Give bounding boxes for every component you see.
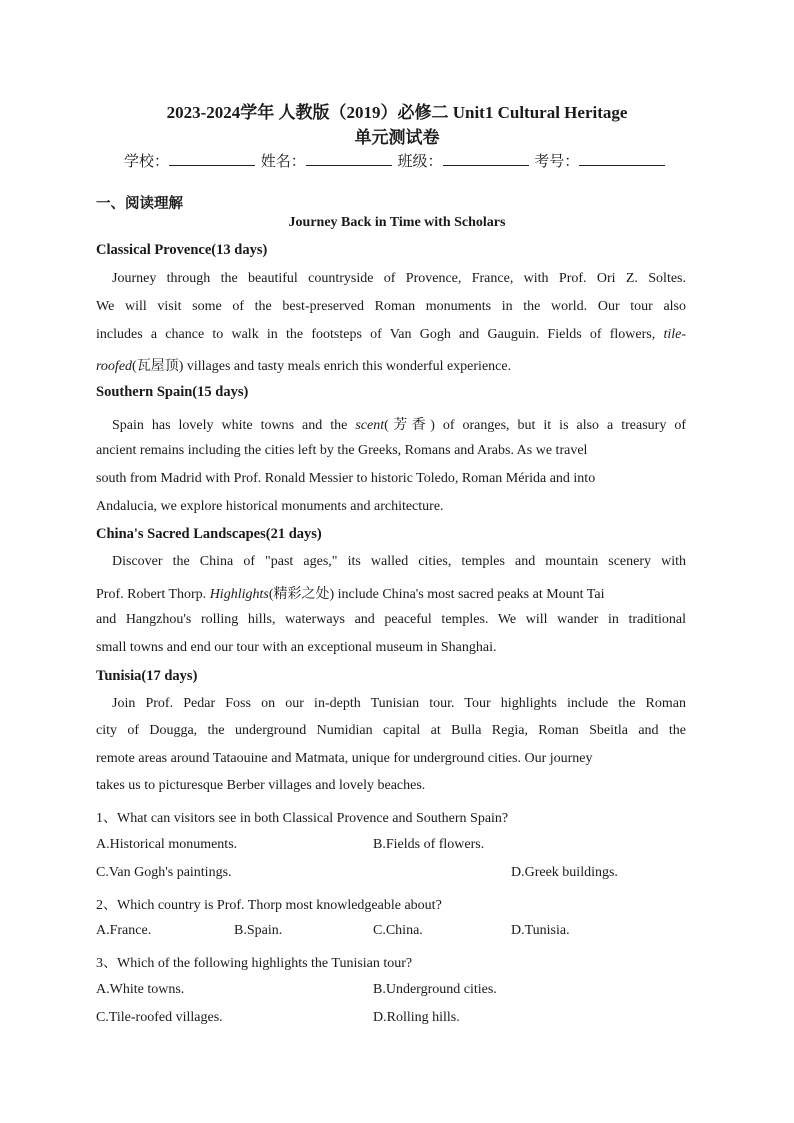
text-line [112,414,686,434]
text-line: Discover the China of "past ages," its walled cities, temples and mountain scenery with [112,554,686,569]
question-2-option-a[interactable]: A.France. [96,923,152,938]
text-line: small towns and end our tour with an exceptional museum in Shanghai. [96,640,497,655]
paragraph-heading-china: China's Sacred Landscapes(21 days) [96,526,322,542]
question-1-option-c[interactable]: C.Van Gogh's paintings. [96,865,232,880]
italic-word: Highlights [209,587,269,602]
text-segment: includes a chance to walk in the footsteps of Van Gogh and Gauguin. Fields of flowers, [96,327,656,342]
italic-word: roofed [96,359,133,374]
question-2-stem: 2、Which country is Prof. Thorp most knowledgeable about? [96,898,442,913]
paragraph-heading-tunisia: Tunisia(17 days) [96,668,198,684]
text-segment: (精彩之处) include China's most sacred peaks at Mount Tai [268,587,605,602]
number-label: 考号： [534,154,580,170]
question-3-option-b[interactable]: B.Underground cities. [373,982,497,997]
text-segment: Prof. Robert Thorp. [96,587,210,602]
question-3-option-c[interactable]: C.Tile-roofed villages. [96,1010,223,1025]
name-blank[interactable] [306,150,392,166]
paragraph-heading-spain: Southern Spain(15 days) [96,384,249,400]
text-segment: (芳香) of oranges, but it is also a treasury of [384,418,686,433]
question-1-stem: 1、What can visitors see in both Classical Provence and Southern Spain? [96,811,509,826]
class-blank[interactable] [443,150,529,166]
text-line: city of Dougga, the underground Numidian capital at Bulla Regia, Roman Sbeitla and the [96,723,686,738]
text-segment: Spain has lovely white towns and the [112,418,356,433]
question-1-option-a[interactable]: A.Historical monuments. [96,837,238,852]
text-line [96,327,686,343]
text-line: Join Prof. Pedar Foss on our in-depth Tunisian tour. Tour highlights include the Roman [112,696,686,711]
question-3-stem: 3、Which of the following highlights the Tunisian tour? [96,956,413,971]
question-3-option-d[interactable]: D.Rolling hills. [373,1010,460,1025]
school-blank[interactable] [169,150,255,166]
name-label: 姓名： [260,154,306,170]
text-line: and Hangzhou's rolling hills, waterways and peaceful temples. We will wander in traditional [96,612,686,627]
text-line: Journey through the beautiful countryside of Provence, France, with Prof. Ori Z. Soltes. [112,271,686,286]
passage-title: Journey Back in Time with Scholars [288,215,506,230]
question-2-option-d[interactable]: D.Tunisia. [511,923,570,938]
italic-word: tile- [663,327,687,342]
text-line: We will visit some of the best-preserved Roman monuments in the world. Our tour also [96,299,686,314]
exam-title-line2: 单元测试卷 [354,128,440,147]
question-2-option-b[interactable]: B.Spain. [234,923,283,938]
text-line: ancient remains including the cities left by the Greeks, Romans and Arabs. As we travel [96,443,588,458]
school-label: 学校： [124,154,170,170]
text-line [96,583,686,603]
text-line: remote areas around Tataouine and Matmata, unique for underground cities. Our journey [96,751,593,766]
question-1-option-d[interactable]: D.Greek buildings. [511,865,618,880]
number-blank[interactable] [579,150,665,166]
text-line: takes us to picturesque Berber villages and lovely beaches. [96,778,426,793]
italic-word: scent [355,418,385,433]
question-2-option-c[interactable]: C.China. [373,923,423,938]
text-segment: (瓦屋顶) villages and tasty meals enrich this wonderful experience. [132,359,512,374]
text-line: south from Madrid with Prof. Ronald Messier to historic Toledo, Roman Mérida and into [96,471,596,486]
class-label: 班级： [397,154,443,170]
question-3-option-a[interactable]: A.White towns. [96,982,185,997]
exam-title-line1: 2023-2024学年 人教版（2019）必修二 Unit1 Cultural Heritage [166,103,628,122]
paragraph-heading-provence: Classical Provence(13 days) [96,242,268,258]
section-heading: 一、阅读理解 [96,196,183,212]
text-line [96,355,686,375]
text-line: Andalucia, we explore historical monuments and architecture. [96,499,444,514]
student-info-row [124,150,667,171]
question-1-option-b[interactable]: B.Fields of flowers. [373,837,485,852]
